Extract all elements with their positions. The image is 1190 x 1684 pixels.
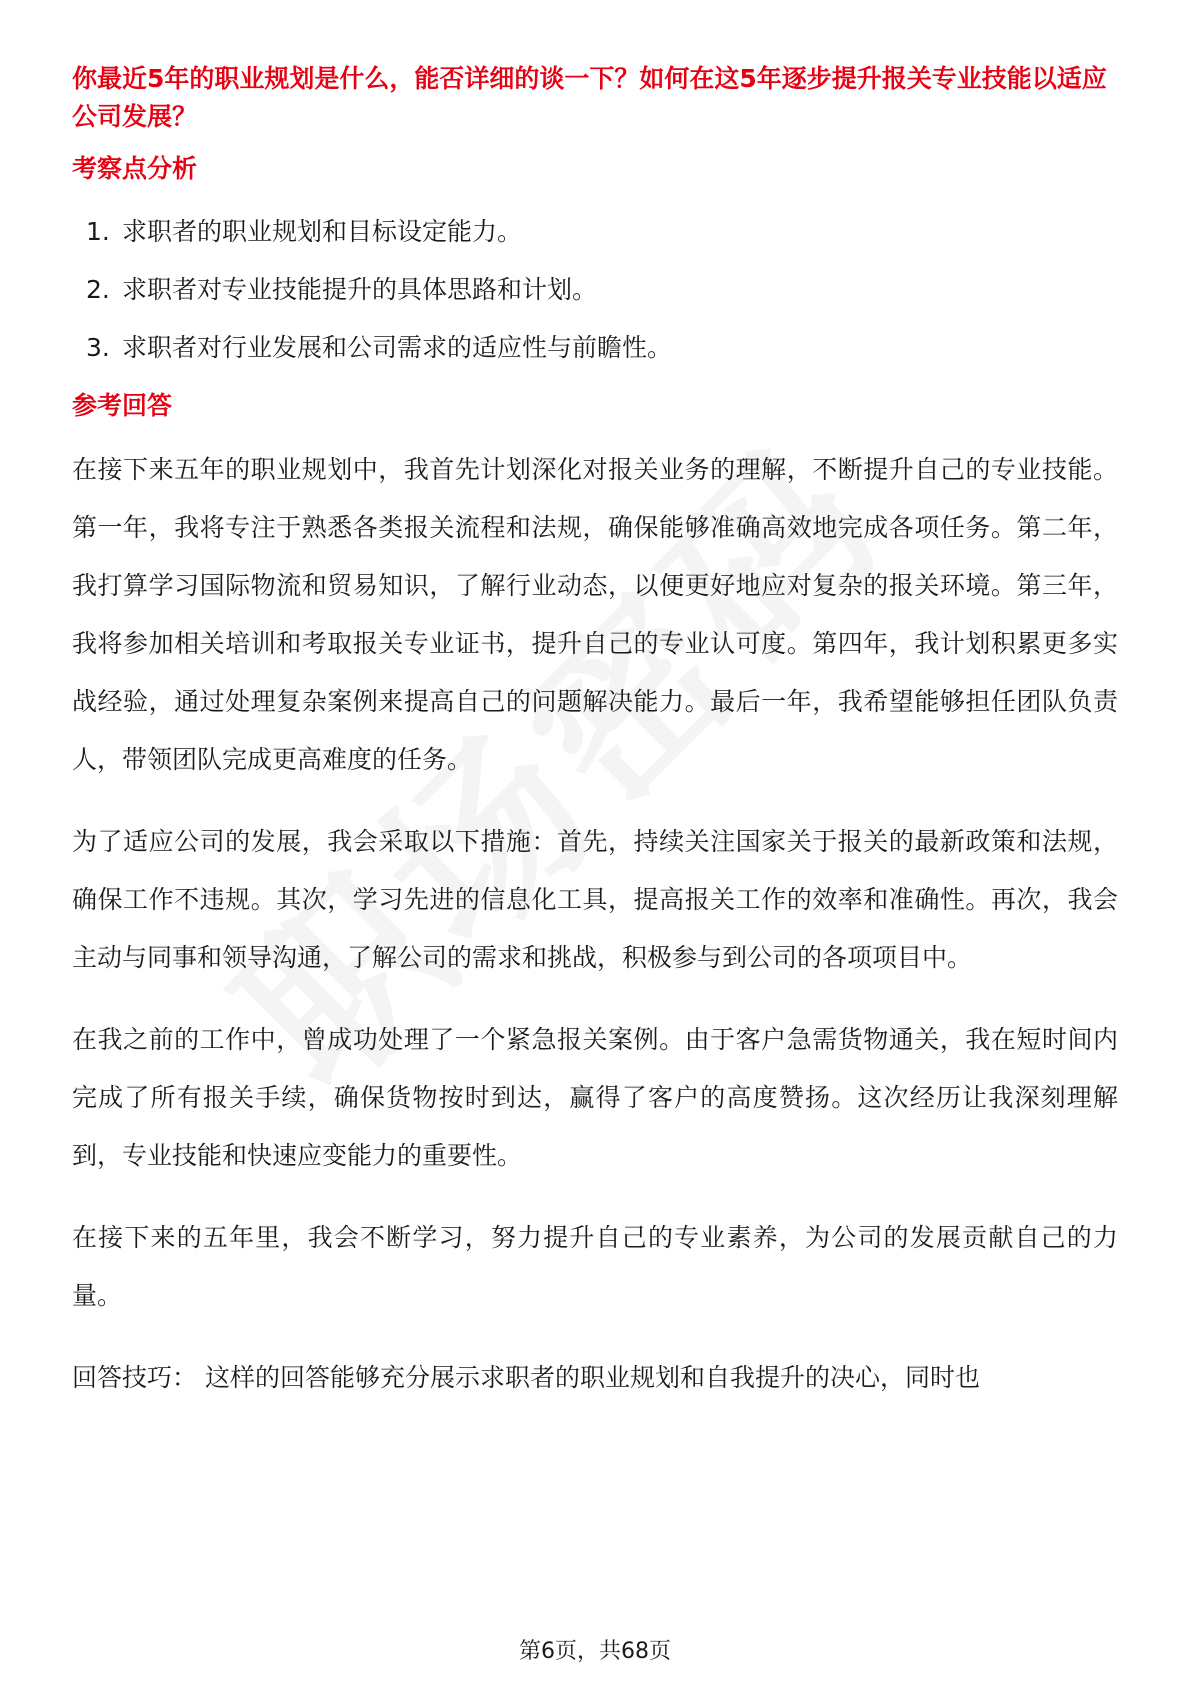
list-item: [72, 329, 1118, 367]
answer-heading: 参考回答: [72, 391, 173, 420]
list-item: [72, 213, 1118, 251]
page-number: 第6页，共68页: [519, 1639, 671, 1664]
list-item-text: 求职者对行业发展和公司需求的适应性与前瞻性。: [122, 333, 673, 362]
answer-paragraph: 为了适应公司的发展，我会采取以下措施：首先，持续关注国家关于报关的最新政策和法规，确保工作不违规。其次，学习先进的信息化工具，提高报关工作的效率和准确性。再次，我会主动与同事和领导沟通，了解公司的需求和挑战，积极参与到公司的各项项目中。: [72, 827, 1118, 972]
analysis-heading: 考察点分析: [72, 154, 198, 183]
list-item: [72, 271, 1118, 309]
answer-tips: 回答技巧： 这样的回答能够充分展示求职者的职业规划和自我提升的决心，同时也: [72, 1363, 980, 1392]
list-item-text: 求职者的职业规划和目标设定能力。: [122, 217, 523, 246]
list-item-number: 3.: [86, 333, 110, 362]
page-content: [72, 60, 1118, 1407]
answer-paragraph: 在接下来的五年里，我会不断学习，努力提升自己的专业素养，为公司的发展贡献自己的力量。: [72, 1223, 1118, 1310]
list-item-number: 2.: [86, 275, 110, 304]
answer-paragraph: 在接下来五年的职业规划中，我首先计划深化对报关业务的理解，不断提升自己的专业技能。第一年，我将专注于熟悉各类报关流程和法规，确保能够准确高效地完成各项任务。第二年，我打算学习国际物流和贸易知识，了解行业动态，以便更好地应对复杂的报关环境。第三年，我将参加相关培训和考取报关专业证书，提升自己的专业认可度。第四年，我计划积累更多实战经验，通过处理复杂案例来提高自己的问题解决能力。最后一年，我希望能够担任团队负责人，带领团队完成更高难度的任务。: [72, 455, 1118, 774]
analysis-list: [72, 213, 1118, 367]
list-item-number: 1.: [86, 217, 110, 246]
question-title: 你最近5年的职业规划是什么，能否详细的谈一下？如何在这5年逐步提升报关专业技能以适应公司发展？: [72, 64, 1107, 131]
answer-paragraph: 在我之前的工作中，曾成功处理了一个紧急报关案例。由于客户急需货物通关，我在短时间内完成了所有报关手续，确保货物按时到达，赢得了客户的高度赞扬。这次经历让我深刻理解到，专业技能和快速应变能力的重要性。: [72, 1025, 1118, 1170]
list-item-text: 求职者对专业技能提升的具体思路和计划。: [122, 275, 598, 304]
